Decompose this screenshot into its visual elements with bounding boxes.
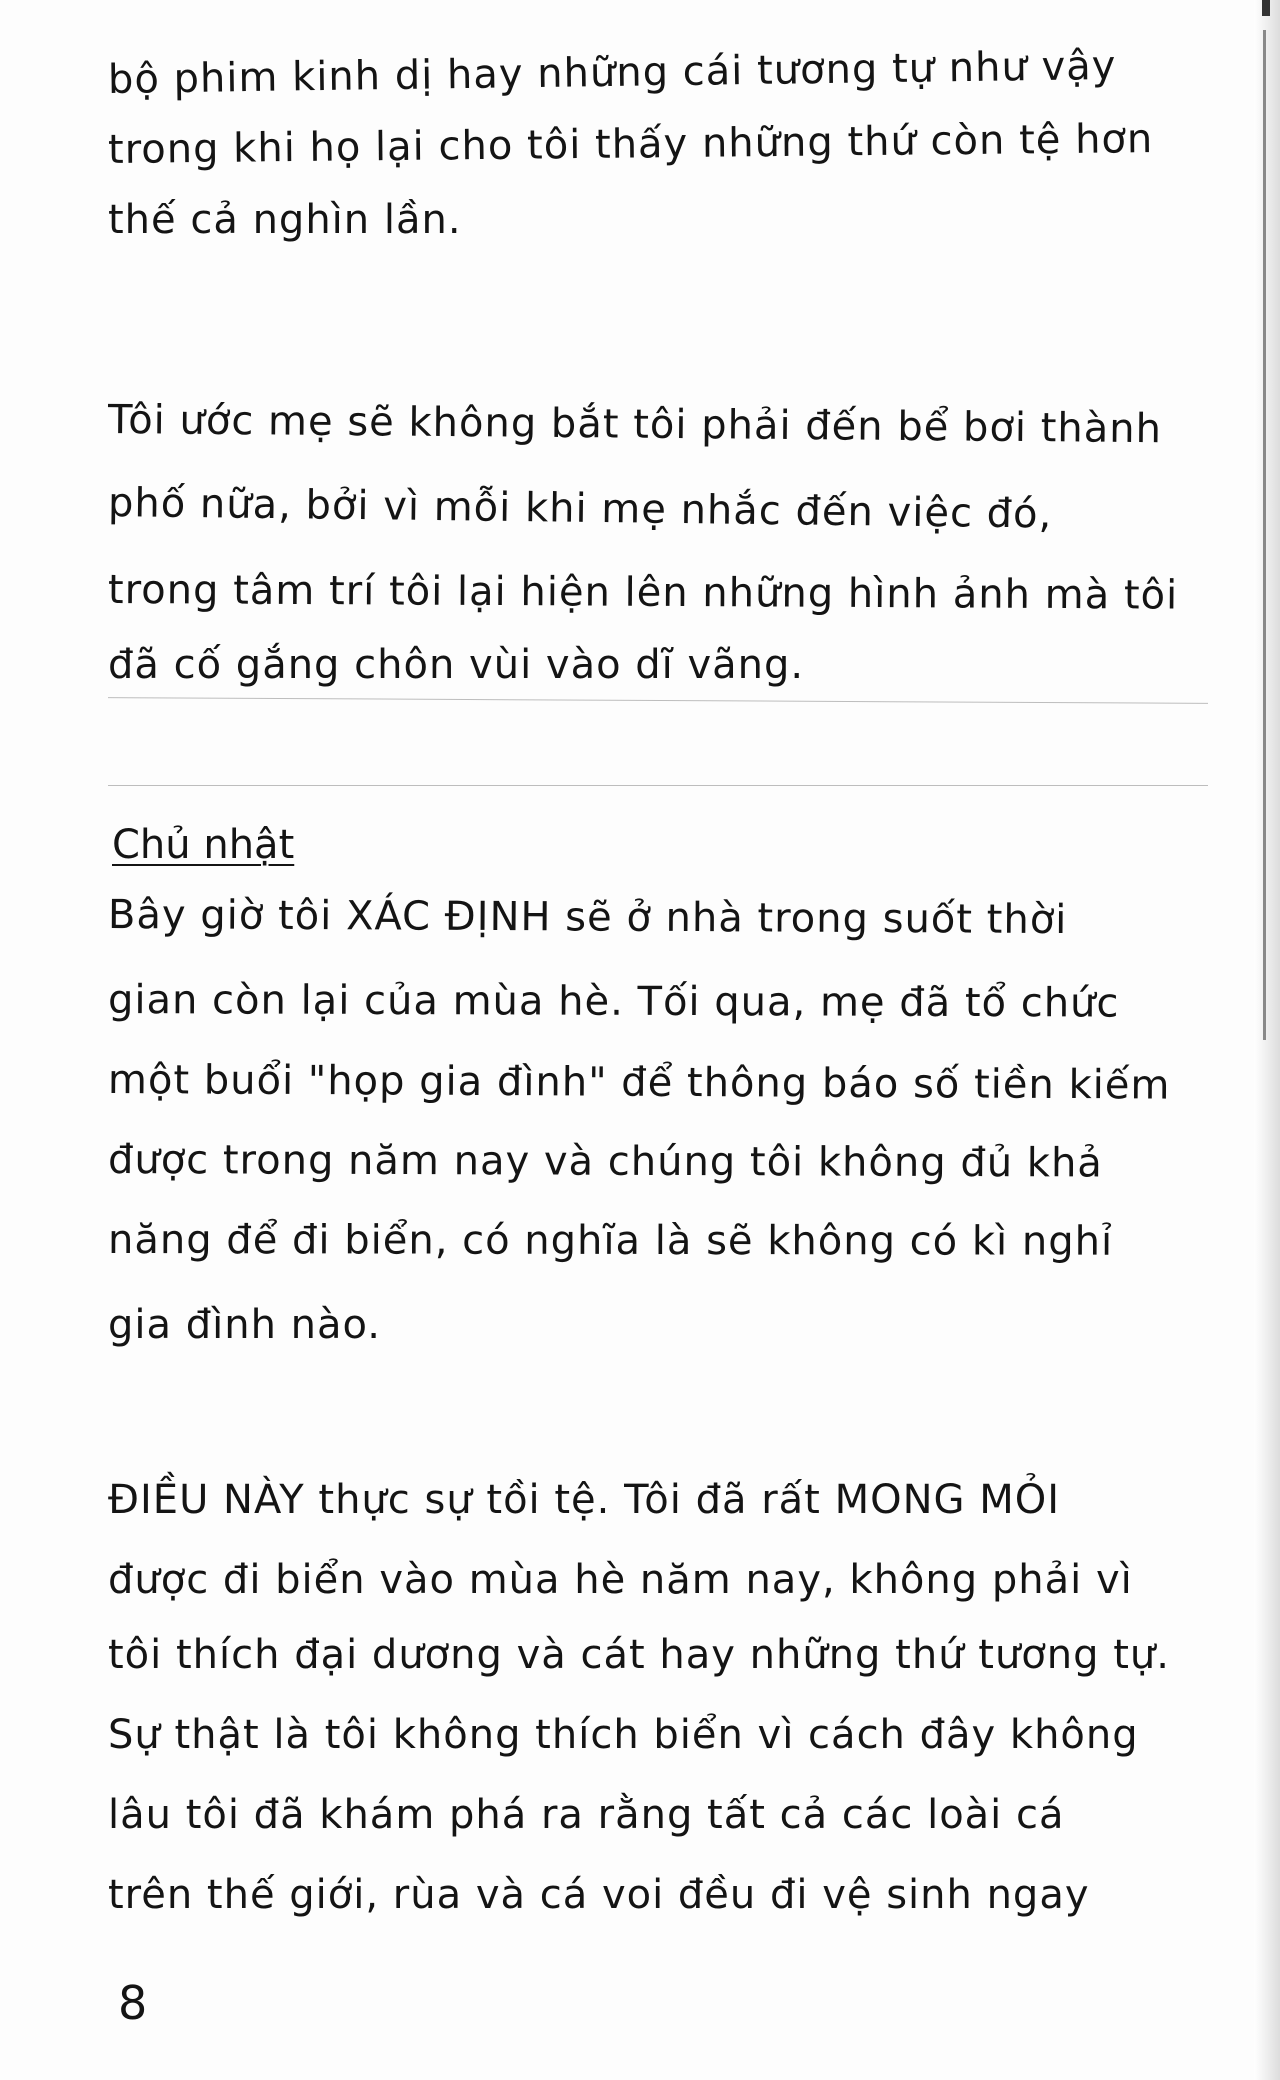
text-line: lâu tôi đã khám phá ra rằng tất cả các loài cá xyxy=(108,1792,1065,1838)
text-line: Sự thật là tôi không thích biển vì cách đây không xyxy=(108,1712,1139,1758)
text-line: gian còn lại của mùa hè. Tối qua, mẹ đã tổ chức xyxy=(107,977,1120,1027)
text-line: gia đình nào. xyxy=(108,1302,381,1348)
text-line: Bây giờ tôi XÁC ĐỊNH sẽ ở nhà trong suốt thời xyxy=(107,892,1068,944)
corner-mark xyxy=(1262,0,1270,16)
ruled-line xyxy=(108,697,1208,704)
section-heading: Chủ nhật xyxy=(112,822,295,868)
binding-line xyxy=(1263,30,1266,1040)
ruled-line xyxy=(108,785,1208,786)
text-line: tôi thích đại dương và cát hay những thứ tương tự. xyxy=(108,1632,1170,1678)
text-line: trong khi họ lại cho tôi thấy những thứ còn tệ hơn xyxy=(107,116,1154,173)
text-line: được trong năm nay và chúng tôi không đủ khả xyxy=(107,1137,1103,1187)
text-line: năng để đi biển, có nghĩa là sẽ không có kì nghỉ xyxy=(107,1217,1114,1265)
text-line: Tôi ước mẹ sẽ không bắt tôi phải đến bể bơi thành xyxy=(107,397,1163,453)
page-edge-shadow xyxy=(1254,0,1280,2080)
text-line: bộ phim kinh dị hay những cái tương tự như vậy xyxy=(107,42,1117,103)
text-line: phố nữa, bởi vì mỗi khi mẹ nhắc đến việc đó, xyxy=(107,480,1053,538)
text-line: một buổi "họp gia đình" để thông báo số tiền kiếm xyxy=(107,1057,1171,1109)
text-line: trong tâm trí tôi lại hiện lên những hình ảnh mà tôi xyxy=(107,567,1179,619)
text-line: được đi biển vào mùa hè năm nay, không phải vì xyxy=(108,1557,1133,1603)
text-line: ĐIỀU NÀY thực sự tồi tệ. Tôi đã rất MONG MỎI xyxy=(108,1477,1060,1523)
page-number: 8 xyxy=(118,1976,148,2030)
text-line: trên thế giới, rùa và cá voi đều đi vệ sinh ngay xyxy=(108,1872,1090,1918)
text-line: đã cố gắng chôn vùi vào dĩ vãng. xyxy=(108,642,805,688)
text-line: thế cả nghìn lần. xyxy=(108,197,462,243)
